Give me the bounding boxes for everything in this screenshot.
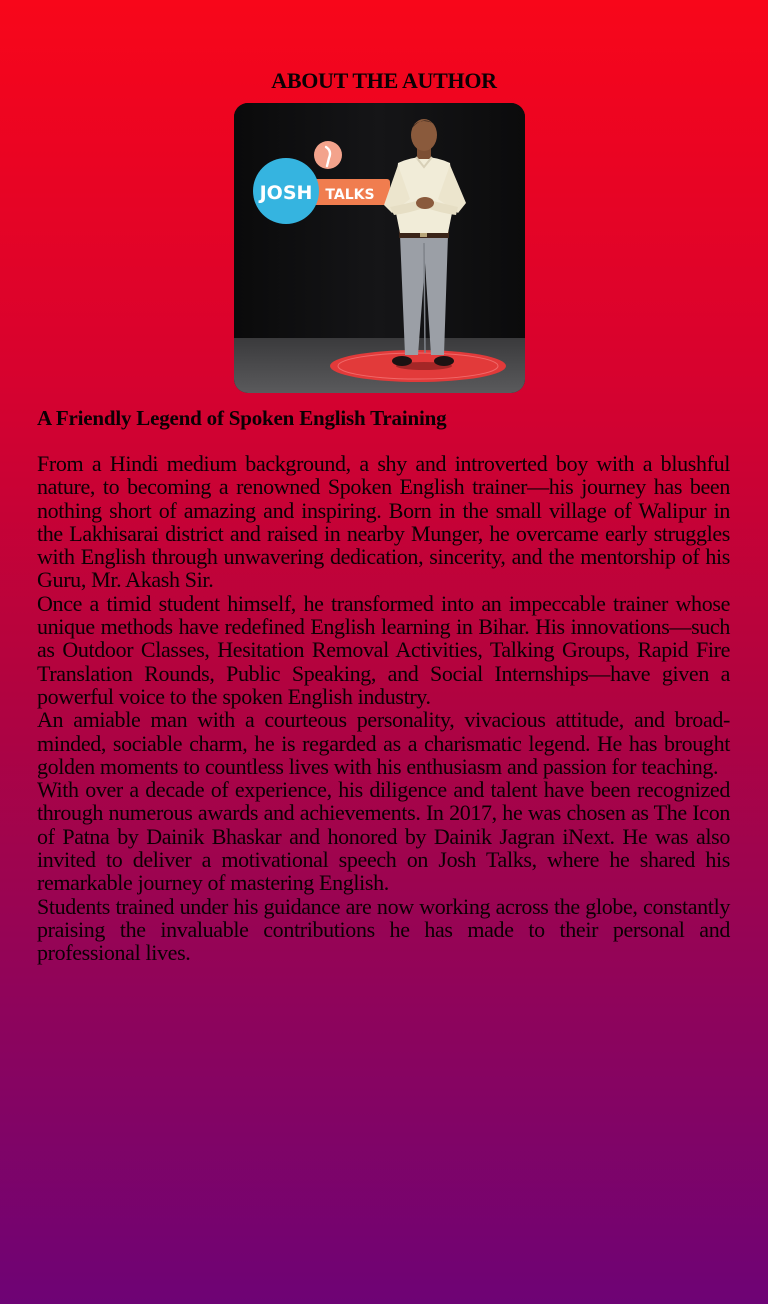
author-photo-illustration [234,103,525,393]
logo-josh-text: JOSH [259,182,313,204]
bio-paragraph: With over a decade of experience, his diligence and talent have been recognized through numerous awards and achievements. In 2017, he was chosen as The Icon of Patna by Dainik Bhaskar and honored by Dainik Jagran iNext. He was also invited to deliver a motivational speech on Josh Talks, where he shared his remarkable journey of mastering English. [37,777,730,896]
bio-paragraph: Once a timid student himself, he transformed into an impeccable trainer whose unique methods have redefined English learning in Bihar. His innovations—such as Outdoor Classes, Hesitation Removal Activities, Talking Groups, Rapid Fire Translation Rounds, Public Speaking, and Social Internships—have given a powerful voice to the spoken English industry. [37,590,730,709]
bio-paragraph: From a Hindi medium background, a shy and introverted boy with a blushful nature, to becoming a renowned Spoken English trainer—his journey has been nothing short of amazing and inspiring. Born in the small village of Walipur in the Lakhisarai district and raised in nearby Munger, he overcame early struggles with English through unwavering dedication, sincerity, and the mentorship of his Guru, Mr. Akash Sir. [37,451,730,593]
section-subtitle: A Friendly Legend of Spoken English Training [37,406,447,430]
author-biography [37,452,730,965]
bio-paragraph: Students trained under his guidance are now working across the globe, constantly praising the invaluable contributions he has made to their personal and professional lives. [37,893,730,966]
logo-talks-text: TALKS [325,187,375,203]
page-title: ABOUT THE AUTHOR [271,68,497,93]
author-photo [234,103,525,393]
bio-paragraph: An amiable man with a courteous personality, vivacious attitude, and broad-minded, sociable charm, he is regarded as a charismatic legend. He has brought golden moments to countless lives with his enthusiasm and passion for teaching. [37,707,730,779]
